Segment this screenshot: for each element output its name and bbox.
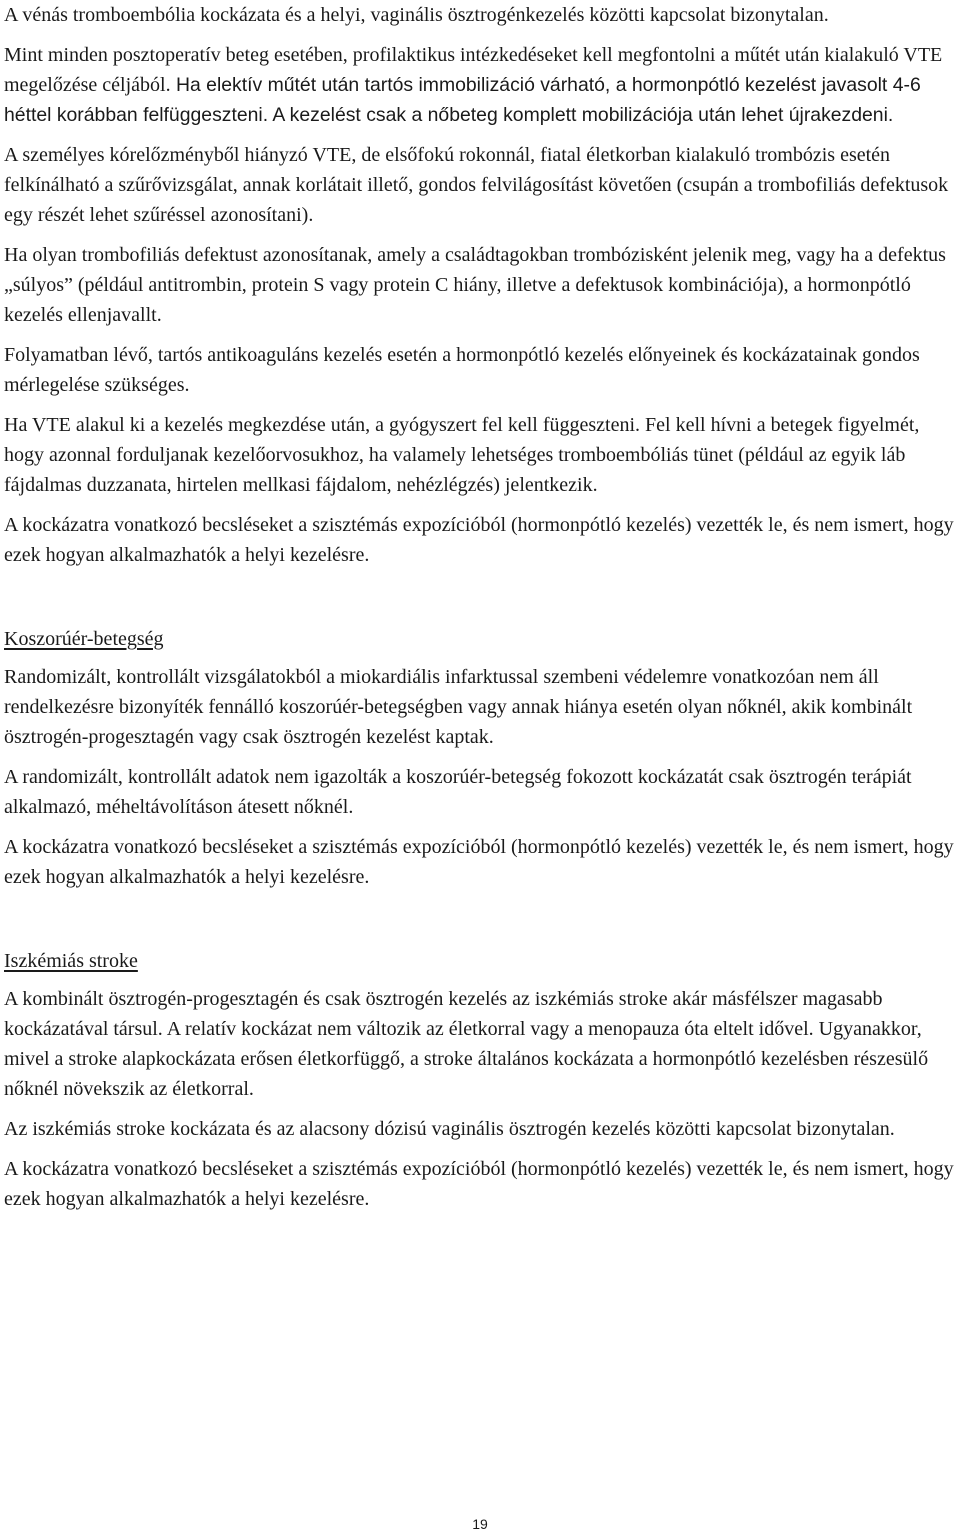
- heading-ischemic-stroke: Iszkémiás stroke: [4, 950, 138, 972]
- paragraph-vte-vaginal: A vénás tromboembólia kockázata és a helyi, vaginális ösztrogénkezelés közötti kapcsolat bizonytalan.: [4, 4, 829, 26]
- paragraph-risk-estimate-2: A kockázatra vonatkozó becsléseket a szisztémás expozícióból (hormonpótló kezelés) vezették le, és nem ismert, hogy ezek hogyan alkalmazhatók a helyi kezelésre.: [4, 836, 954, 888]
- heading-coronary-disease: Koszorúér-betegség: [4, 628, 164, 650]
- postoperative-immobilization: Ha elektív műtét után tartós immobilizáció várható, a hormonpótló kezelést javasolt 4-6 héttel korábban felfüggeszteni. A kezelést csak a nőbeteg komplett mobilizációja után lehet újrakezdeni.: [4, 74, 921, 126]
- document-page: [4, 0, 954, 1224]
- paragraph-stroke-1: A kombinált ösztrogén-progesztagén és csak ösztrogén kezelés az iszkémiás stroke akár másfélszer magasabb kockázatával társul. A relatív kockázat nem változik az életkorral vagy a menopauza óta eltelt idővel. Ugyanakkor, mivel a stroke alapkockázata erősen életkorfüggő, a stroke általános kockázata a hormonpótló kezelésben részesülő nőknél növekszik az életkorral.: [4, 988, 929, 1100]
- paragraph-screening: A személyes kórelőzményből hiányzó VTE, de elsőfokú rokonnál, fiatal életkorban kialakuló trombózis esetén felkínálható a szűrővizsgálat, annak korlátait illető, gondos felvilágosítást követően (csupán a trombofiliás defektusok egy részét lehet szűréssel azonosítani).: [4, 144, 949, 226]
- paragraph-risk-estimate-3: A kockázatra vonatkozó becsléseket a szisztémás expozícióból (hormonpótló kezelés) vezették le, és nem ismert, hogy ezek hogyan alkalmazhatók a helyi kezelésre.: [4, 1158, 954, 1210]
- paragraph-postoperative: [4, 40, 954, 130]
- paragraph-anticoagulant: Folyamatban lévő, tartós antikoaguláns kezelés esetén a hormonpótló kezelés előnyeinek és kockázatainak gondos mérlegelése szükséges.: [4, 344, 920, 396]
- paragraph-stroke-2: Az iszkémiás stroke kockázata és az alacsony dózisú vaginális ösztrogén kezelés közötti kapcsolat bizonytalan.: [4, 1118, 895, 1140]
- page-number: 19: [472, 1516, 488, 1532]
- section-spacer: [4, 580, 954, 624]
- postoperative-intro: Mint minden posztoperatív beteg esetében, profilaktikus intézkedéseket kell megfontolni a műtét után kialakuló VTE megelőzése céljából.: [4, 44, 943, 96]
- paragraph-coronary-1: Randomizált, kontrollált vizsgálatokból a miokardiális infarktussal szembeni védelemre vonatkozóan nem áll rendelkezésre bizonyíték fennálló koszorúér-betegségben vagy annak hiánya esetén olyan nőknél, akik kombinált ösztrogén-progesztagén vagy csak ösztrogén kezelést kaptak.: [4, 666, 913, 748]
- paragraph-thrombophilia: Ha olyan trombofiliás defektust azonosítanak, amely a családtagokban trombózisként jelenik meg, vagy ha a defektus „súlyos” (például antitrombin, protein S vagy protein C hiány, illetve a defektusok kombinációja), a hormonpótló kezelés ellenjavallt.: [4, 244, 946, 326]
- paragraph-risk-estimate-1: A kockázatra vonatkozó becsléseket a szisztémás expozícióból (hormonpótló kezelés) vezették le, és nem ismert, hogy ezek hogyan alkalmazhatók a helyi kezelésre.: [4, 514, 954, 566]
- paragraph-coronary-2: A randomizált, kontrollált adatok nem igazolták a koszorúér-betegség fokozott kockázatát csak ösztrogén terápiát alkalmazó, méheltávolításon átesett nőknél.: [4, 766, 912, 818]
- section-spacer: [4, 902, 954, 946]
- paragraph-vte-onset: Ha VTE alakul ki a kezelés megkezdése után, a gyógyszert fel kell függeszteni. Fel kell hívni a betegek figyelmét, hogy azonnal forduljanak kezelőorvosukhoz, ha valamely lehetséges tromboembóliás tünet (például az egyik láb fájdalmas duzzanata, hirtelen mellkasi fájdalom, nehézlégzés) jelentkezik.: [4, 414, 920, 496]
